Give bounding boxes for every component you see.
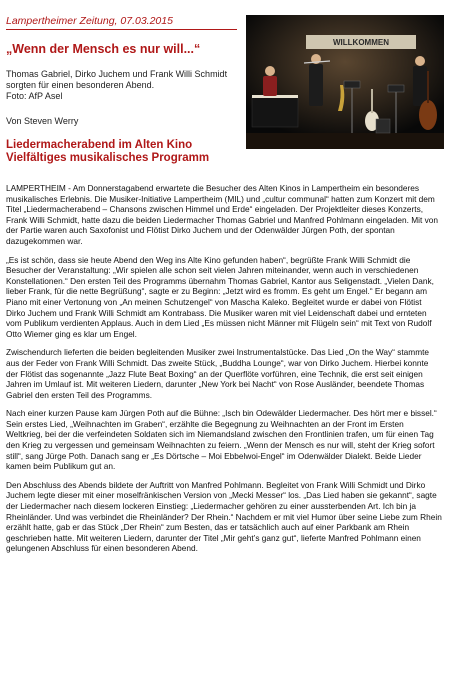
bassist-figure [413, 66, 427, 106]
paragraph: Den Abschluss des Abends bildete der Auftritt von Manfred Pohlmann. Begleitet von Frank Willi Schmidt und Dirko Juchem legte dieser mit einer moselfränkischen Version von „Mecki Messer“ los. „Das Lied haben sie gekannt“, sagte der Liedermacher nach diesem lockeren Einstieg: „Liedermacher gehören zu einer aussterbenden Art. Ich bin ja Rheinländer. Und was verbindet die Rheinländer? Der Rhein.“ Nachdem er mit viel Humor über seine Liebe zum Rhein erzählt hatte, gab er das Stück „Der Rhein“ zum Besten, das er tatsächlich auch auf einer Parkbank am Rhein geschrieben hatte. Mit weiteren Liedern, darunter der Titel „Mir geht’s ganz gut“, lieferte Manfred Pohlmann einen gelungenen Abschluss für einen besonderen Abend. [6, 479, 442, 554]
concert-photo [246, 15, 444, 149]
photo-credit: Foto: AfP Asel [6, 91, 63, 101]
paragraph: Nach einer kurzen Pause kam Jürgen Poth auf die Bühne: „Isch bin Odewälder Liedermacher. Des hört mer e bissel.“ Sein erstes Lied, „Weihnachten im Graben“, erzählte die Begegnung zu Weihnachten an der Front im Ersten Weltkrieg, bei der die verfeindeten Soldaten sich im Niemandsland zwischen den Frontlinien trafen, um für einen Tag den Krieg zu vergessen und gemeinsam Weihnachten zu feiern. „Wenn der Mensch es nur will, steht der Krieg sofort still“, sang Jürge Poth. Danach sang er „Es Dörtsche – Moi Ebbelwoi-Engel“ im Odenwälder Dialekt. Beide Lieder kamen beim Publikum gut an. [6, 408, 437, 472]
paragraph: LAMPERTHEIM - Am Donnerstagabend erwartete die Besucher des Alten Kinos in Lampertheim ein besonderes musikalisches Erlebnis. Die Musiker-Initiative Lampertheim (MIL) und „cultur communal“ hatten zum Konzert mit dem Titel „Liedermacherabend – Chansons zwischen Himmel und Erde“ eingeladen. Der Projektleiter dieses Konzerts, Frank Willi Schmidt, hatte dazu die beiden Liedermacher Thomas Gabriel und Manfred Pohlmann eingeladen. Mit von der Partie waren auch Saxofonist und Flötist Dirko Juchem und der Odenwälder Jürgen Poth, der spontan dazugekommen war. [6, 183, 438, 246]
subheadline [6, 139, 246, 165]
masthead: Lampertheimer Zeitung, 07.03.2015 [6, 15, 173, 27]
double-bass [419, 100, 437, 130]
piano [252, 97, 298, 127]
article-body [6, 183, 442, 562]
byline: Von Steven Werry [6, 116, 79, 126]
paragraph: „Es ist schön, dass sie heute Abend den Weg ins Alte Kino gefunden haben“, begrüßte Frank Willi Schmidt die Besucher der Veranstaltung: „Wir spielen alle schon seit vielen Jahren miteinander, wenn auch in verschiedenen Konstellationen.“ Den ersten Teil des Programms übernahm Thomas Gabriel, Kantor aus Seligenstadt. „Vielen Dank, lieber Frank, für die nette Begrüßung“, sagte er zu Beginn: „Jetzt wird es fromm. Es geht um Engel.“ Er begann am Piano mit einer Vertonung von „An meinen Schutzengel“ von Mascha Kaleko. Begleitet wurde er dabei von Flötist Dirko Juchem und Frank Willi Schmidt am Kontrabass. Die Musiker waren mit viel Leidenschaft dabei und ernteten vom Publikum verdienten Applaus. Auch in dem Lied „Es müssen nicht Männer mit Flügeln sein“ mit Text von Rudolf Otto Wiemer ging es klar um Engel. [6, 254, 434, 339]
caption-text: Thomas Gabriel, Dirko Juchem und Frank Willi Schmidt sorgten für einen besonderen Abend. [6, 69, 228, 90]
headline: „Wenn der Mensch es nur will...“ [6, 42, 201, 56]
subheadline-line-1: Liedermacherabend im Alten Kino [6, 139, 193, 151]
music-stand [344, 81, 360, 88]
music-stand-2 [388, 85, 404, 92]
photo-caption [6, 69, 241, 102]
amplifier [376, 119, 390, 133]
concert-stage-illustration [246, 15, 444, 149]
banner-text: WILLKOMMEN [333, 38, 389, 47]
pianist-figure [263, 76, 277, 96]
masthead-rule [6, 29, 237, 30]
paragraph: Zwischendurch lieferten die beiden begleitenden Musiker zwei Instrumentalstücke. Das Lied „On the Way“ stammte aus der Feder von Frank Willi Schmidt. Das zweite Stück, „Buddha Lounge“, war von Dirko Juchem. Hierbei konnte der Flötist das sogenannte „Jazz Flute Beat Boxing“ an der Querflöte vorführen, eine Technik, die erst seit einigen Jahren im Umlauf ist. Mit weiteren Liedern, darunter „New York bei Nacht“ von Rose Ausländer, beendete Thomas Gabriel den ersten Teil des Programms. [6, 347, 430, 400]
subheadline-line-2: Vielfältiges musikalisches Programm [6, 152, 210, 164]
flutist-figure [309, 64, 323, 106]
